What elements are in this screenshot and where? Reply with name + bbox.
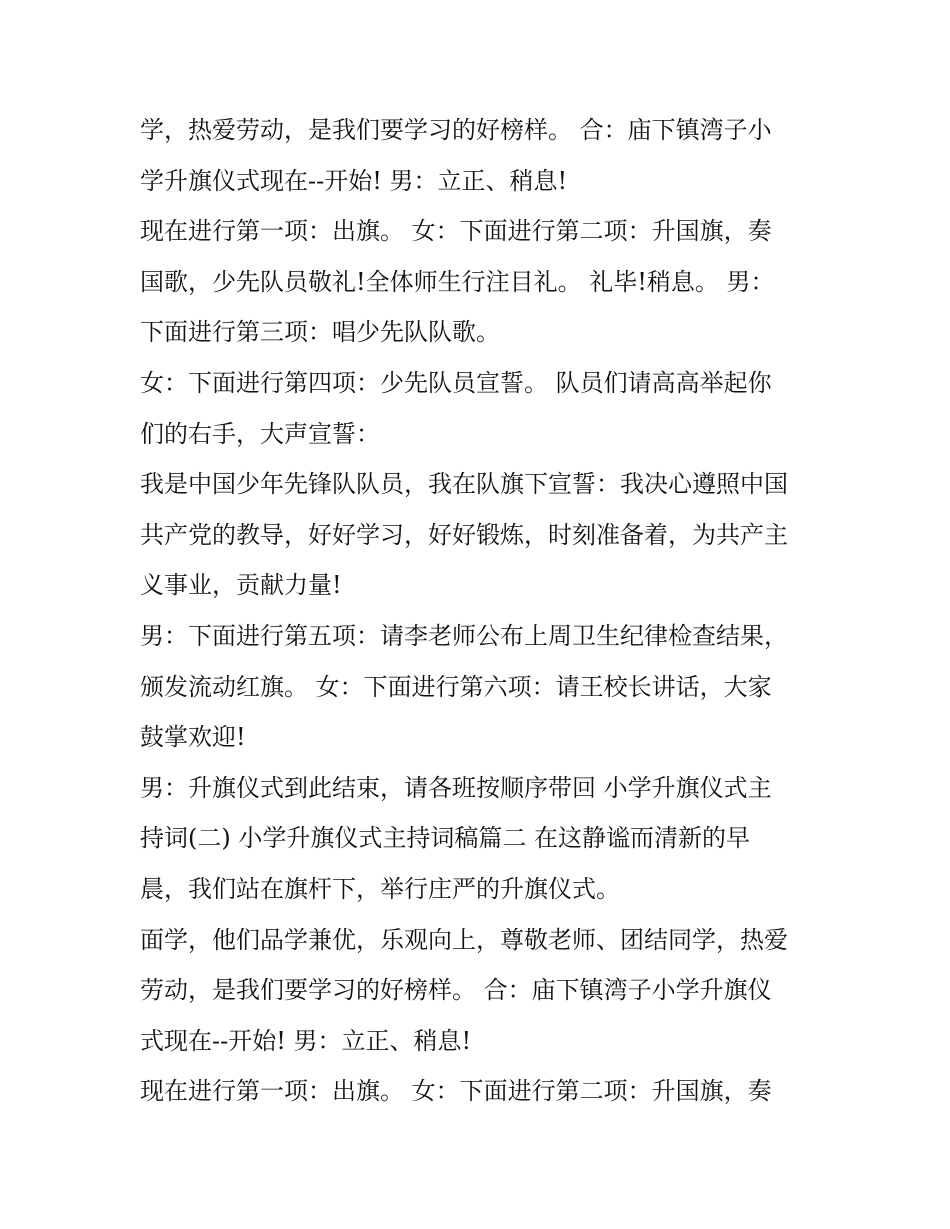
body-text bbox=[140, 105, 820, 1117]
text-line: 们的右手，大声宣誓： bbox=[140, 419, 380, 448]
text-line: 学，热爱劳动，是我们要学习的好榜样。 合：庙下镇湾子小 bbox=[140, 116, 772, 144]
text-line: 现在进行第一项：出旗。 女：下面进行第二项：升国旗，奏 bbox=[140, 217, 772, 246]
text-line: 现在进行第一项：出旗。 女：下面进行第二项：升国旗，奏 bbox=[140, 1077, 772, 1106]
text-line: 女：下面进行第四项：少先队员宣誓。 队员们请高高举起你 bbox=[140, 368, 772, 397]
text-line: 我是中国少年先锋队队员，我在队旗下宣誓：我决心遵照中国 bbox=[140, 470, 788, 499]
text-line: 劳动，是我们要学习的好榜样。 合：庙下镇湾子小学升旗仪 bbox=[140, 976, 772, 1005]
text-line: 式现在--开始! 男：立正、稍息! bbox=[140, 1026, 472, 1055]
text-line: 面学，他们品学兼优，乐观向上，尊敬老师、团结同学，热爱 bbox=[140, 925, 788, 954]
text-line: 义事业，贡献力量! bbox=[140, 571, 342, 600]
text-line: 男：升旗仪式到此结束，请各班按顺序带回 小学升旗仪式主 bbox=[140, 773, 772, 802]
text-line: 学升旗仪式现在--开始! 男：立正、稍息! bbox=[140, 166, 568, 195]
text-line: 男：下面进行第五项：请李老师公布上周卫生纪律检查结果， bbox=[140, 621, 788, 650]
text-line: 国歌，少先队员敬礼!全体师生行注目礼。 礼毕!稍息。 男： bbox=[140, 267, 775, 296]
text-line: 共产党的教导，好好学习，好好锻炼，时刻准备着，为共产主 bbox=[140, 520, 788, 549]
text-line: 鼓掌欢迎! bbox=[140, 723, 246, 752]
text-line: 晨，我们站在旗杆下，举行庄严的升旗仪式。 bbox=[140, 874, 620, 903]
text-line: 下面进行第三项：唱少先队队歌。 bbox=[140, 318, 500, 347]
text-line: 颁发流动红旗。 女：下面进行第六项：请王校长讲话，大家 bbox=[140, 672, 772, 701]
text-line: 持词(二) 小学升旗仪式主持词稿篇二 在这静谧而清新的早 bbox=[140, 824, 750, 853]
